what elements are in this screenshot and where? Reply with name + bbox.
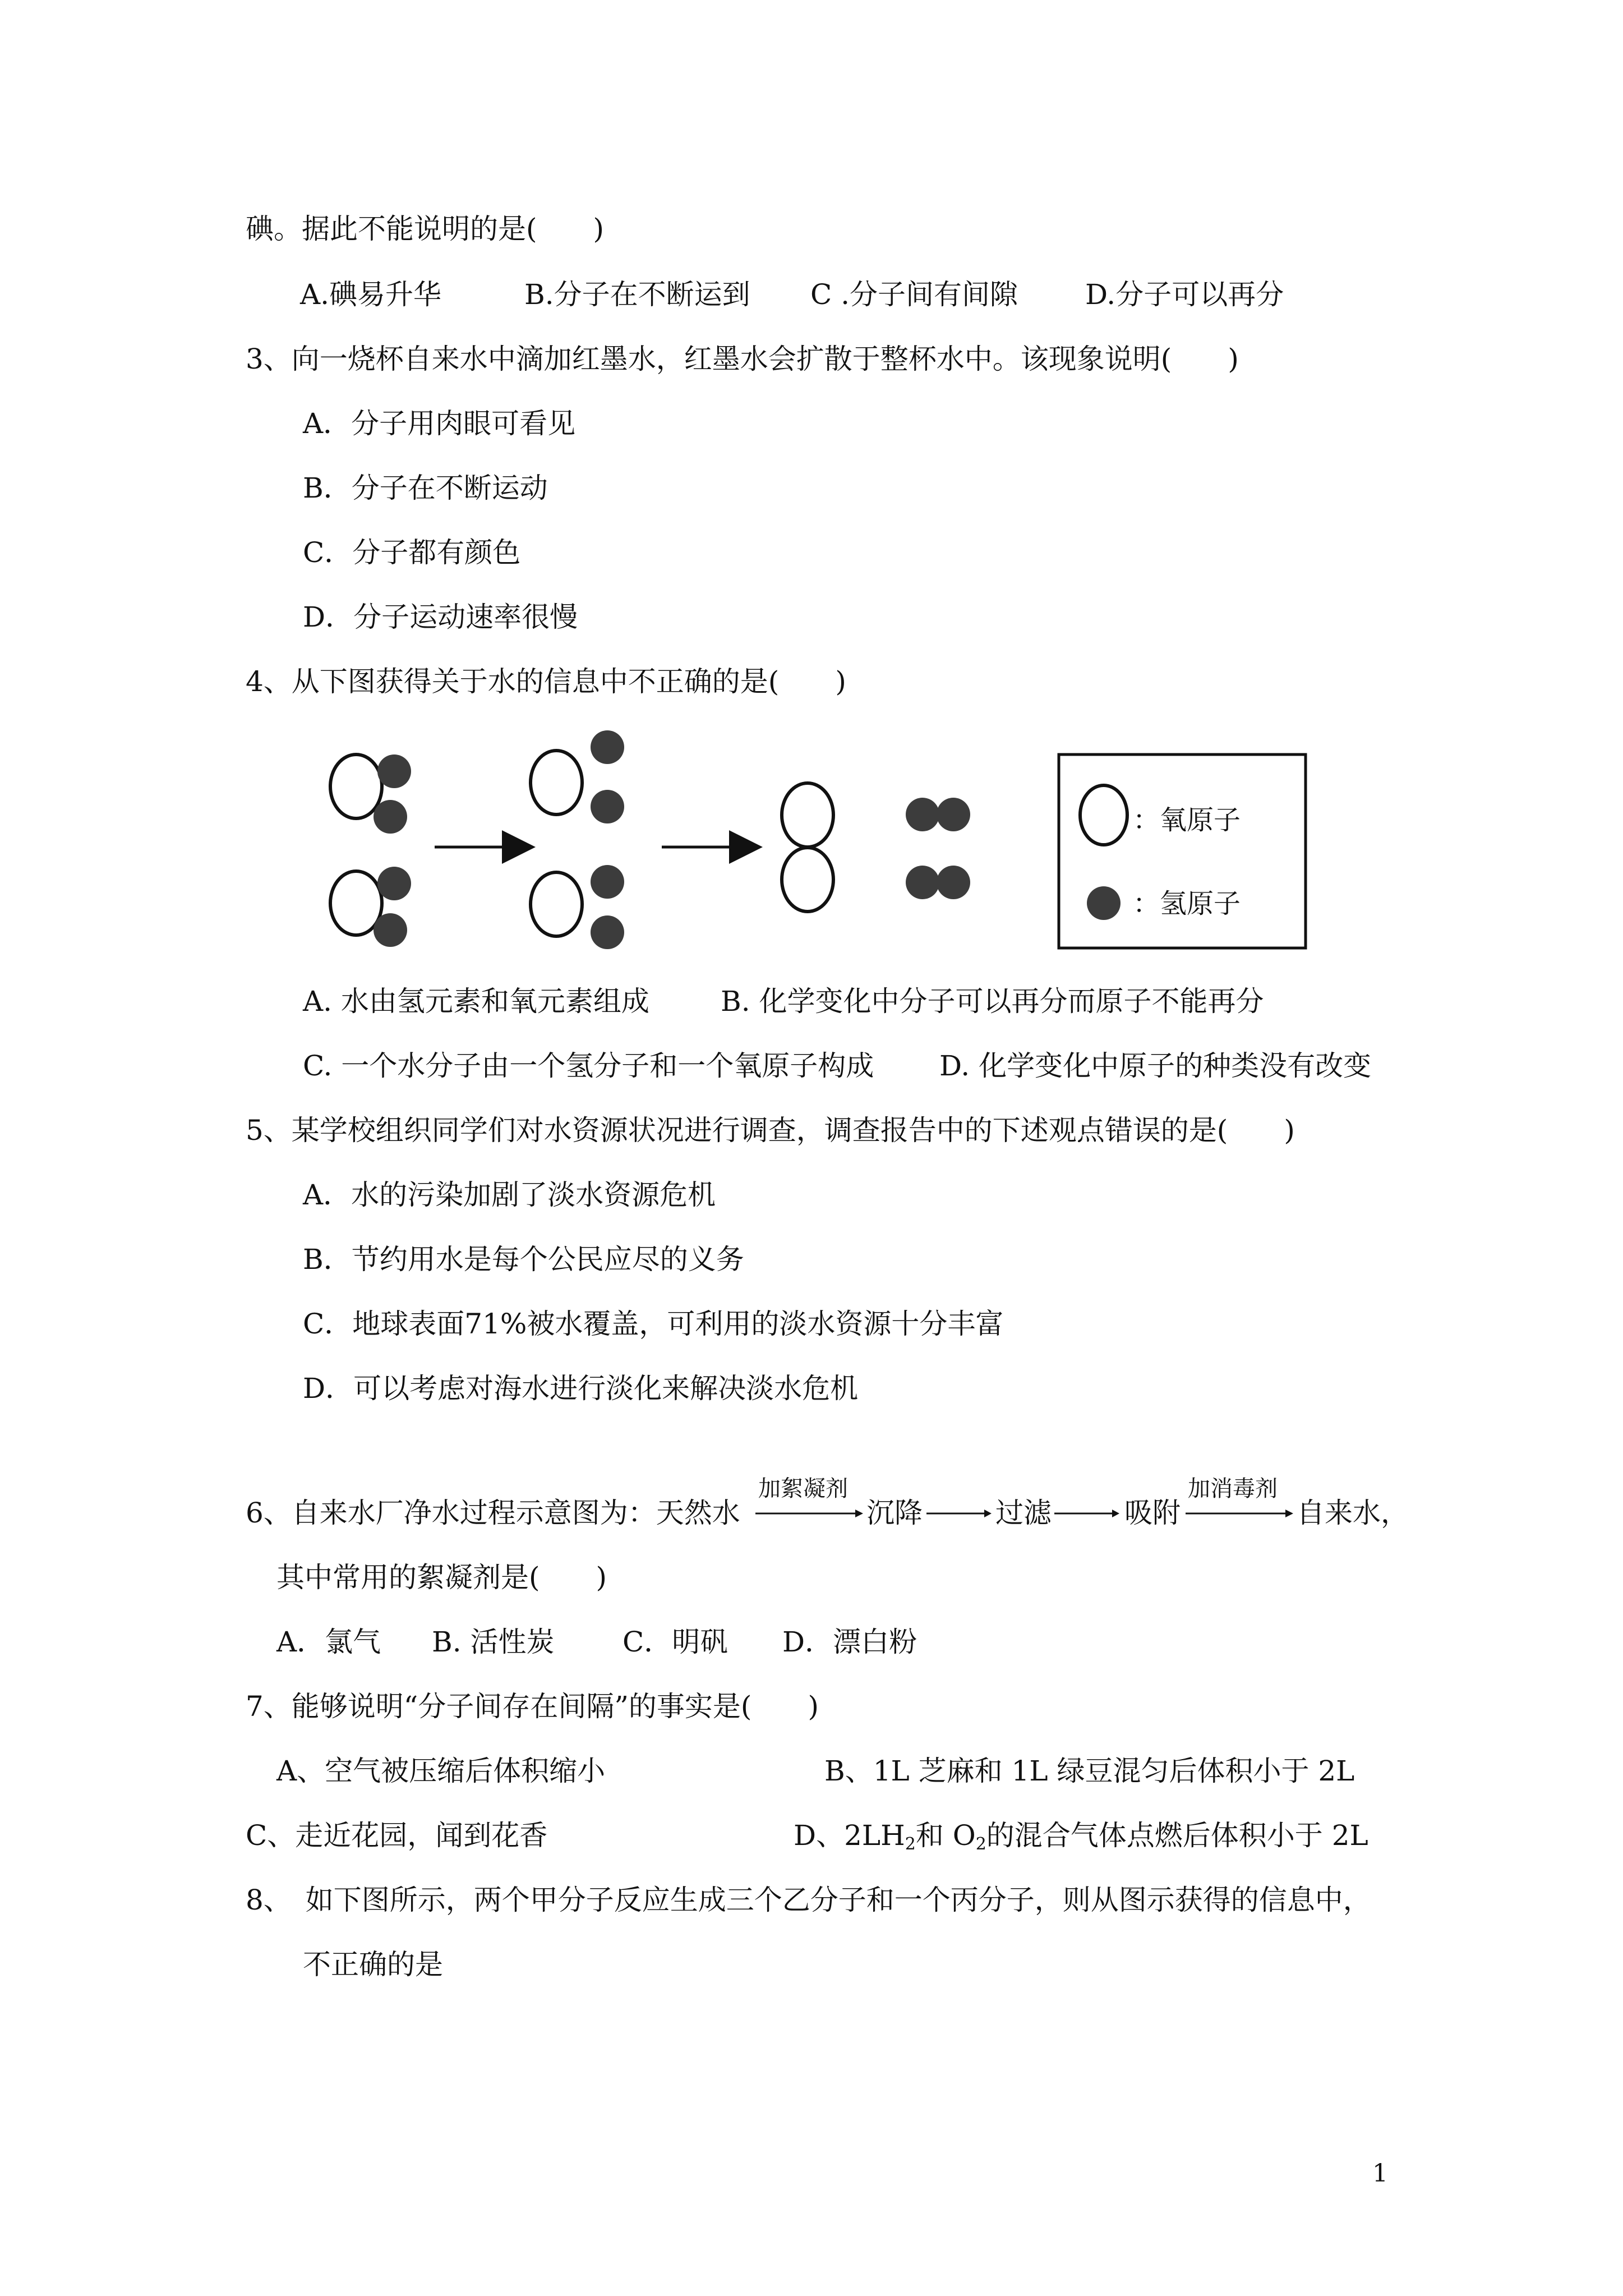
q6-option-c: C．明矾	[623, 1626, 728, 1658]
q6-arrow-flocculant	[754, 1508, 864, 1519]
oxygen-atom	[531, 872, 582, 936]
legend-oxygen-label: ：氧原子	[1133, 804, 1241, 836]
legend-oxygen-symbol	[1080, 785, 1127, 845]
q3-option-c: C．分子都有颜色	[303, 536, 521, 569]
hydrogen-molecule	[906, 866, 970, 899]
hydrogen-molecule	[906, 798, 970, 831]
hydrogen-atom	[591, 915, 624, 949]
hydrogen-atom	[374, 913, 407, 947]
hydrogen-atom	[937, 798, 970, 831]
legend-hydrogen-symbol	[1087, 886, 1121, 920]
oxygen-atom	[531, 751, 582, 815]
q2-option-c: C .分子间有间隙	[810, 278, 1018, 311]
q6-step-filtration: 过滤	[995, 1497, 1052, 1529]
hydrogen-atom	[591, 730, 624, 764]
q3-stem: 3、向一烧杯自来水中滴加红墨水，红墨水会扩散于整杯水中。该现象说明( )	[246, 343, 1239, 375]
q4-option-d: D. 化学变化中原子的种类没有改变	[939, 1050, 1372, 1082]
hydrogen-atom	[591, 790, 624, 823]
hydrogen-atom	[374, 800, 407, 834]
q6-option-d: D．漂白粉	[782, 1626, 917, 1658]
q4-option-a: A. 水由氢元素和氧元素组成	[303, 985, 649, 1018]
q5-option-d: D．可以考虑对海水进行淡化来解决淡水危机	[303, 1372, 859, 1405]
q2-stem: 碘。据此不能说明的是( )	[246, 213, 605, 245]
q6-step-adsorption: 吸附	[1124, 1497, 1181, 1529]
q3-option-d: D．分子运动速率很慢	[303, 601, 578, 633]
q7-option-d-sub2: 2	[975, 1834, 986, 1854]
q6-arrow-disinfectant	[1184, 1508, 1294, 1519]
q2-option-b: B.分子在不断运到	[524, 278, 750, 311]
hydrogen-atom	[906, 866, 939, 899]
q3-option-a: A．分子用肉眼可看见	[303, 407, 576, 440]
q6-stem-2: 其中常用的絮凝剂是( )	[276, 1561, 607, 1594]
q7-option-d-part2: 和 O	[915, 1819, 976, 1852]
q8-stem: 8、 如下图所示，两个甲分子反应生成三个乙分子和一个丙分子，则从图示获得的信息中，	[246, 1884, 1371, 1916]
q6-step-sedimentation: 沉降	[866, 1497, 923, 1529]
q6-arrow-to-filtration	[925, 1508, 993, 1519]
q5-stem: 5、某学校组织同学们对水资源状况进行调查，调查报告中的下述观点错误的是( )	[246, 1114, 1295, 1147]
q7-stem: 7、能够说明“分子间存在间隔”的事实是( )	[246, 1690, 819, 1723]
hydrogen-atom	[377, 754, 411, 788]
q4-option-b: B. 化学变化中分子可以再分而原子不能再分	[721, 985, 1264, 1018]
q6-arrow-label-disinfectant: 加消毒剂	[1188, 1476, 1278, 1502]
water-molecule	[330, 754, 411, 834]
q5-option-b: B．节约用水是每个公民应尽的义务	[303, 1243, 744, 1276]
q2-option-d: D.分子可以再分	[1085, 278, 1284, 311]
water-decomposition-diagram	[314, 724, 1318, 965]
q7-option-d	[794, 1819, 1368, 1852]
q7-option-d-part3: 的混合气体点燃后体积小于 2L	[986, 1819, 1368, 1852]
q5-option-a: A．水的污染加剧了淡水资源危机	[303, 1179, 716, 1211]
q7-option-c: C、走近花园，闻到花香	[246, 1819, 548, 1852]
q6-option-b: B. 活性炭	[432, 1626, 555, 1658]
q6-arrow-label-flocculant: 加絮凝剂	[758, 1476, 848, 1502]
page-number: 1	[1372, 2159, 1388, 2188]
hydrogen-atom	[937, 866, 970, 899]
q4-stem: 4、从下图获得关于水的信息中不正确的是( )	[246, 665, 846, 698]
q7-option-a: A、空气被压缩后体积缩小	[276, 1755, 606, 1787]
oxygen-atom	[782, 783, 833, 847]
hydrogen-atom	[377, 867, 411, 900]
q7-option-b: B、1L 芝麻和 1L 绿豆混匀后体积小于 2L	[824, 1755, 1355, 1787]
q6-end-tap-water: 自来水，	[1297, 1497, 1409, 1529]
oxygen-atom	[330, 754, 382, 818]
oxygen-molecule	[782, 783, 833, 912]
q8-stem-2: 不正确的是	[303, 1948, 443, 1981]
q6-arrow-to-adsorption	[1053, 1508, 1121, 1519]
q7-option-d-sub1: 2	[905, 1834, 916, 1854]
diagram-legend	[1059, 754, 1306, 948]
q3-option-b: B．分子在不断运动	[303, 472, 548, 504]
legend-hydrogen-label: ：氢原子	[1133, 888, 1241, 919]
q4-option-c: C. 一个水分子由一个氢分子和一个氧原子构成	[303, 1050, 874, 1082]
q7-option-d-part1: D、2LH	[794, 1819, 905, 1852]
oxygen-atom	[782, 848, 833, 912]
hydrogen-atom	[906, 798, 939, 831]
q5-option-c: C．地球表面71%被水覆盖，可利用的淡水资源十分丰富	[303, 1308, 1004, 1340]
q2-option-a: A.碘易升华	[300, 278, 442, 311]
q6-stem-prefix: 6、自来水厂净水过程示意图为：天然水	[246, 1497, 740, 1529]
hydrogen-atom	[591, 865, 624, 899]
q6-option-a: A．氯气	[276, 1626, 381, 1658]
water-molecule	[330, 867, 411, 947]
